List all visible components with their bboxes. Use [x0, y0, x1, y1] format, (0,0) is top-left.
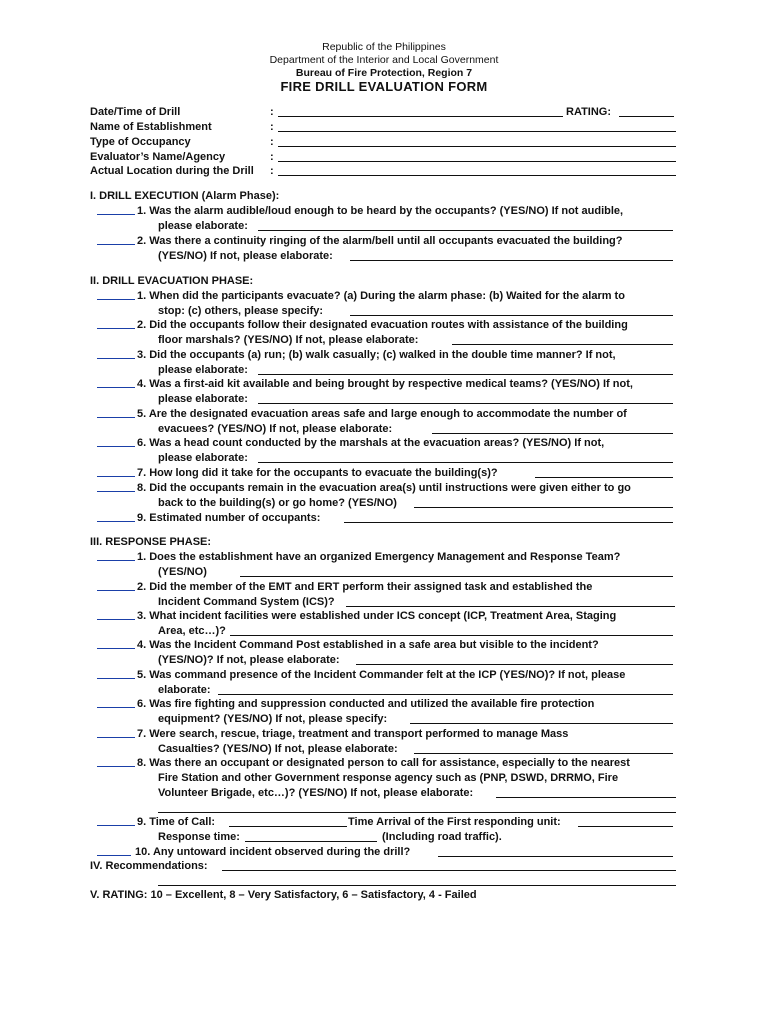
question-text: Volunteer Brigade, etc…)? (YES/NO) If not, please elaborate: [158, 787, 474, 799]
answer-line[interactable] [414, 742, 673, 754]
answer-blank[interactable] [97, 766, 135, 767]
section-2-heading: II. DRILL EVACUATION PHASE: [90, 275, 254, 287]
question-text: floor marshals? (YES/NO) If not, please elaborate: [158, 334, 419, 346]
question-text: 4. Was a first-aid kit available and being brought by respective medical teams? (YES/NO) If not, [137, 378, 633, 390]
question-text: 5. Was command presence of the Incident Commander felt at the ICP (YES/NO)? If not, please [137, 669, 626, 681]
answer-blank[interactable] [97, 619, 135, 620]
question-text: 2. Did the member of the EMT and ERT perform their assigned task and established the [137, 581, 593, 593]
answer-blank[interactable] [97, 737, 135, 738]
question-text: elaborate: [158, 684, 211, 696]
question-text: stop: (c) others, please specify: [158, 305, 324, 317]
answer-blank[interactable] [97, 855, 131, 856]
answer-line[interactable] [410, 712, 673, 724]
question-text: 9. Time of Call: [137, 816, 216, 828]
row-evaluator [0, 150, 768, 165]
question-text: 7. How long did it take for the occupants to evacuate the building(s)? [137, 467, 498, 479]
rating-label: RATING: [566, 106, 612, 118]
colon: : [270, 151, 274, 163]
answer-blank[interactable] [97, 491, 135, 492]
response-time-field[interactable] [245, 830, 377, 842]
establishment-label: Name of Establishment [90, 121, 212, 133]
question-text: 8. Did the occupants remain in the evacuation area(s) until instructions were given either to go [137, 482, 631, 494]
question-text: 6. Was fire fighting and suppression conducted and utilized the available fire protection [137, 698, 595, 710]
question-text: 2. Did the occupants follow their designated evacuation routes with assistance of the building [137, 319, 628, 331]
row-date-time [0, 105, 768, 120]
question-text: (YES/NO) [158, 566, 207, 578]
question-text: 9. Estimated number of occupants: [137, 512, 321, 524]
answer-line[interactable] [535, 466, 673, 478]
section-5-rating: V. RATING: 10 – Excellent, 8 – Very Satisfactory, 6 – Satisfactory, 4 - Failed [90, 889, 477, 901]
location-field[interactable] [278, 164, 676, 176]
answer-line[interactable] [350, 304, 673, 316]
header-republic: Republic of the Philippines [322, 41, 446, 53]
location-label: Actual Location during the Drill [90, 165, 254, 177]
row-occupancy [0, 135, 768, 150]
answer-blank[interactable] [97, 328, 135, 329]
answer-line[interactable] [258, 451, 673, 463]
question-text: (YES/NO)? If not, please elaborate: [158, 654, 340, 666]
answer-blank[interactable] [97, 446, 135, 447]
answer-line[interactable] [240, 565, 673, 577]
question-text: 4. Was the Incident Command Post established in a safe area but visible to the incident? [137, 639, 599, 651]
answer-blank[interactable] [97, 417, 135, 418]
question-text: 1. When did the participants evacuate? (a) During the alarm phase: (b) Waited for the alarm to [137, 290, 625, 302]
question-text: (YES/NO) If not, please elaborate: [158, 250, 333, 262]
colon: : [270, 106, 274, 118]
answer-line[interactable] [356, 653, 673, 665]
answer-blank[interactable] [97, 560, 135, 561]
question-text: Fire Station and other Government response agency such as (PNP, DSWD, DRRMO, Fire [158, 772, 619, 784]
arrival-label: Time Arrival of the First responding unit: [348, 816, 561, 828]
question-text: please elaborate: [158, 364, 248, 376]
question-text: 1. Does the establishment have an organized Emergency Management and Response Team? [137, 551, 621, 563]
question-text: Response time: [158, 831, 240, 843]
header-department: Department of the Interior and Local Government [269, 54, 499, 66]
answer-blank[interactable] [97, 244, 135, 245]
answer-blank[interactable] [97, 707, 135, 708]
section-4-heading: IV. Recommendations: [90, 860, 208, 872]
section-1-heading: I. DRILL EXECUTION (Alarm Phase): [90, 190, 280, 202]
question-text: Incident Command System (ICS)? [158, 596, 335, 608]
colon: : [270, 136, 274, 148]
question-text: 10. Any untoward incident observed during the drill? [135, 846, 411, 858]
answer-line[interactable] [258, 219, 673, 231]
colon: : [270, 165, 274, 177]
question-text: 3. Did the occupants (a) run; (b) walk casually; (c) walked in the double time manner? If not, [137, 349, 616, 361]
occupancy-label: Type of Occupancy [90, 136, 191, 148]
question-text: Area, etc…)? [158, 625, 226, 637]
answer-line[interactable] [158, 801, 676, 813]
question-text: 3. What incident facilities were established under ICS concept (ICP, Treatment Area, Staging [137, 610, 617, 622]
row-establishment [0, 120, 768, 135]
question-text: please elaborate: [158, 452, 248, 464]
evaluator-field[interactable] [278, 150, 676, 162]
answer-line[interactable] [258, 363, 673, 375]
answer-line[interactable] [452, 333, 673, 345]
question-text: 6. Was a head count conducted by the marshals at the evacuation areas? (YES/NO) If not, [137, 437, 605, 449]
answer-line[interactable] [346, 595, 675, 607]
evaluator-label: Evaluator’s Name/Agency [90, 151, 226, 163]
row-location [0, 164, 768, 179]
answer-blank[interactable] [97, 678, 135, 679]
question-text: back to the building(s) or go home? (YES/NO) [158, 497, 397, 509]
question-text: please elaborate: [158, 220, 248, 232]
answer-blank[interactable] [97, 590, 135, 591]
answer-blank[interactable] [97, 476, 135, 477]
answer-blank[interactable] [97, 387, 135, 388]
answer-blank[interactable] [97, 521, 135, 522]
answer-line[interactable] [344, 511, 673, 523]
answer-blank[interactable] [97, 358, 135, 359]
answer-line[interactable] [230, 624, 673, 636]
form-title: FIRE DRILL EVALUATION FORM [280, 79, 488, 94]
question-text: 8. Was there an occupant or designated person to call for assistance, especially to the nearest [137, 757, 630, 769]
colon: : [270, 121, 274, 133]
establishment-field[interactable] [278, 120, 676, 132]
question-text: Casualties? (YES/NO) If not, please elaborate: [158, 743, 398, 755]
recommendations-line[interactable] [222, 859, 676, 871]
question-text: please elaborate: [158, 393, 248, 405]
answer-line[interactable] [414, 496, 673, 508]
occupancy-field[interactable] [278, 135, 676, 147]
answer-blank[interactable] [97, 825, 135, 826]
answer-line[interactable] [258, 392, 673, 404]
question-text: 1. Was the alarm audible/loud enough to be heard by the occupants? (YES/NO) If not audible, [137, 205, 624, 217]
answer-blank[interactable] [97, 214, 135, 215]
rating-field[interactable] [619, 105, 674, 117]
arrival-time-field[interactable] [578, 815, 673, 827]
answer-blank[interactable] [97, 299, 135, 300]
question-text: equipment? (YES/NO) If not, please specify: [158, 713, 388, 725]
answer-line[interactable] [432, 422, 673, 434]
answer-line[interactable] [496, 786, 676, 798]
answer-line[interactable] [350, 249, 673, 261]
date-time-label: Date/Time of Drill [90, 106, 181, 118]
answer-line[interactable] [218, 683, 673, 695]
date-time-field[interactable] [278, 105, 563, 117]
question-text: 2. Was there a continuity ringing of the alarm/bell until all occupants evacuated the building? [137, 235, 623, 247]
question-text: 7. Were search, rescue, triage, treatment and transport performed to manage Mass [137, 728, 569, 740]
header-bureau: Bureau of Fire Protection, Region 7 [295, 67, 473, 79]
time-of-call-field[interactable] [229, 815, 347, 827]
recommendations-line[interactable] [158, 874, 676, 886]
road-traffic-note: (Including road traffic). [382, 831, 502, 843]
question-text: evacuees? (YES/NO) If not, please elaborate: [158, 423, 393, 435]
section-3-heading: III. RESPONSE PHASE: [90, 536, 212, 548]
answer-blank[interactable] [97, 648, 135, 649]
answer-line[interactable] [438, 845, 673, 857]
question-text: 5. Are the designated evacuation areas safe and large enough to accommodate the number of [137, 408, 627, 420]
